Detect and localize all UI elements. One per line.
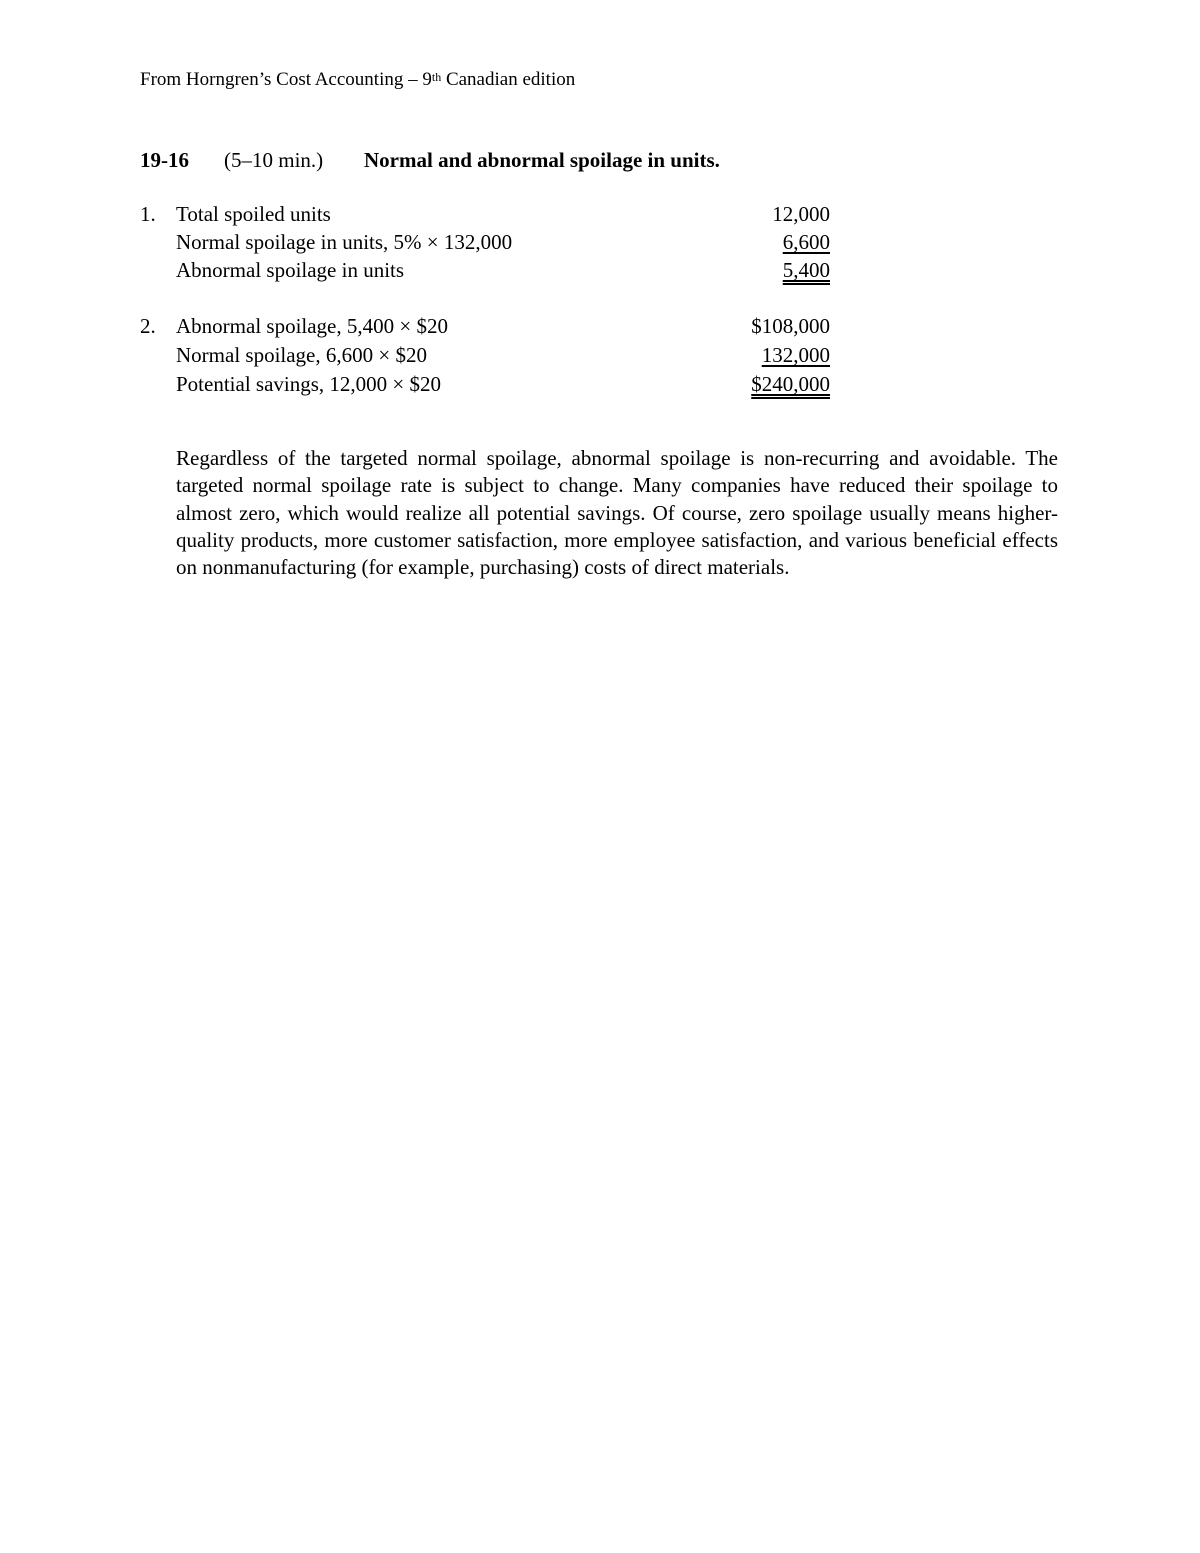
row-amount: 12,000 bbox=[772, 202, 830, 226]
row-label: Normal spoilage in units, 5% × 132,000 bbox=[176, 230, 513, 254]
header-prefix: From Horngren’s Cost Accounting – 9 bbox=[140, 69, 432, 90]
header-superscript: th bbox=[431, 70, 442, 84]
part1-marker: 1. bbox=[140, 202, 156, 226]
row-label: Abnormal spoilage, 5,400 × $20 bbox=[176, 314, 448, 338]
part1-row-total-spoiled bbox=[140, 200, 830, 228]
problem-heading bbox=[140, 146, 720, 174]
row-amount: $240,000 bbox=[751, 372, 830, 396]
part2-marker: 2. bbox=[140, 314, 156, 338]
row-amount: 6,600 bbox=[782, 230, 830, 254]
part2-row-abnormal-cost bbox=[140, 312, 830, 340]
row-amount: 132,000 bbox=[761, 343, 830, 367]
part1-row-normal-spoilage bbox=[140, 228, 830, 256]
row-label: Potential savings, 12,000 × $20 bbox=[176, 372, 442, 396]
part2-row-potential-savings bbox=[140, 370, 830, 398]
page-header bbox=[140, 68, 575, 92]
row-label: Normal spoilage, 6,600 × $20 bbox=[176, 343, 427, 367]
row-label: Abnormal spoilage in units bbox=[176, 258, 405, 282]
part2-row-normal-cost bbox=[140, 341, 830, 369]
row-label: Total spoiled units bbox=[176, 202, 331, 226]
problem-time: (5–10 min.) bbox=[224, 148, 324, 172]
problem-number: 19-16 bbox=[140, 148, 189, 172]
part1-row-abnormal-spoilage bbox=[140, 256, 830, 284]
problem-title: Normal and abnormal spoilage in units. bbox=[364, 148, 720, 172]
header-suffix: Canadian edition bbox=[441, 69, 576, 90]
row-amount: 5,400 bbox=[782, 258, 830, 282]
explanation-paragraph: Regardless of the targeted normal spoilage, abnormal spoilage is non-recurring and avoidable. The targeted normal spoilage rate is subject to change. Many companies have reduced their spoilage to almost zero, which would realize all potential savings. Of course, zero spoilage usually means higher-quality products, more customer satisfaction, more employee satisfaction, and various beneficial effects on nonmanufacturing (for example, purchasing) costs of direct materials. bbox=[176, 446, 1058, 580]
row-amount: $108,000 bbox=[751, 314, 830, 338]
